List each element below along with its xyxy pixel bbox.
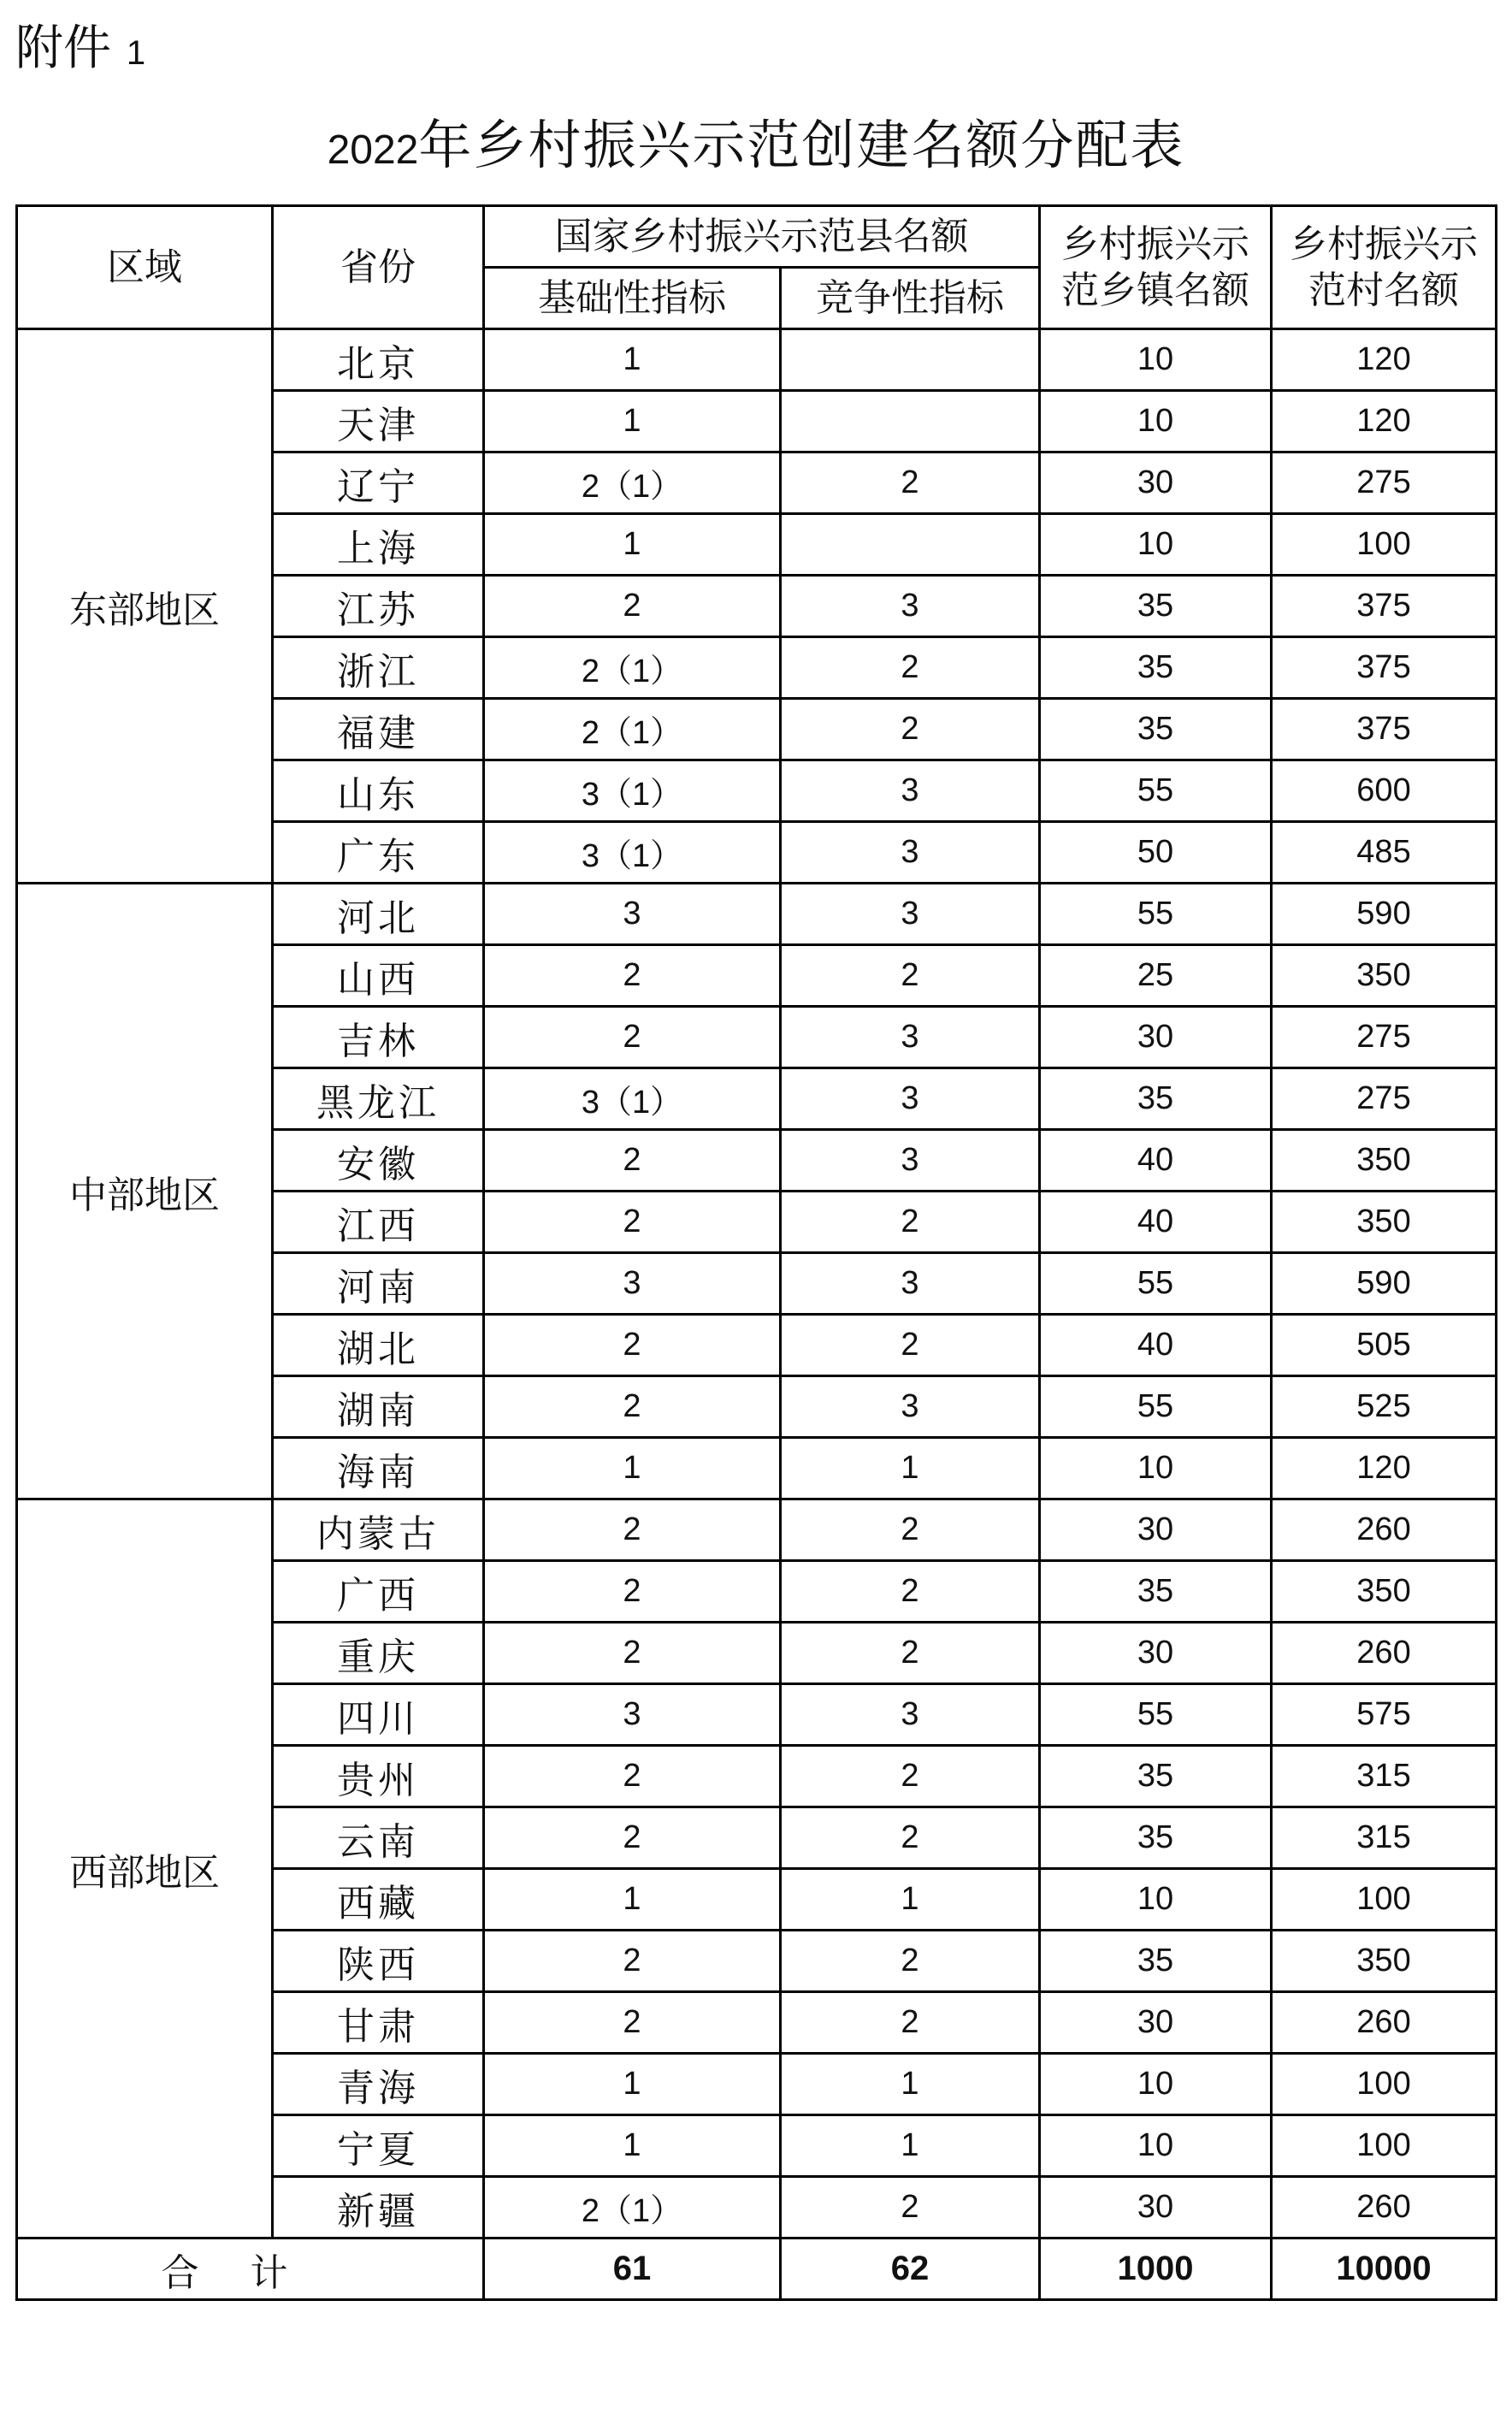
town-quota-cell: 55	[1040, 1253, 1272, 1315]
basic-indicator-cell: 1	[484, 1438, 781, 1499]
allocation-table	[15, 204, 1497, 2301]
town-quota-cell: 35	[1040, 1807, 1272, 1869]
province-cell: 青海	[273, 2054, 484, 2115]
table-row	[17, 329, 1497, 391]
village-quota-cell: 315	[1272, 1807, 1497, 1869]
competitive-indicator-cell: 2	[781, 452, 1040, 514]
province-cell: 河南	[273, 1253, 484, 1315]
basic-indicator-cell: 2	[484, 945, 781, 1007]
competitive-indicator-cell: 2	[781, 945, 1040, 1007]
village-quota-cell: 375	[1272, 699, 1497, 760]
total-row	[17, 2239, 1497, 2300]
village-quota-cell: 120	[1272, 391, 1497, 452]
competitive-indicator-cell: 2	[781, 1623, 1040, 1684]
town-quota-cell: 55	[1040, 1684, 1272, 1746]
village-quota-cell: 375	[1272, 637, 1497, 699]
town-quota-cell: 10	[1040, 329, 1272, 391]
province-cell: 四川	[273, 1684, 484, 1746]
header-basic-indicator: 基础性指标	[484, 268, 781, 329]
basic-indicator-cell: 2（1）	[484, 2177, 781, 2239]
competitive-indicator-cell: 3	[781, 1130, 1040, 1192]
village-quota-cell: 260	[1272, 1499, 1497, 1561]
competitive-indicator-cell: 2	[781, 2177, 1040, 2239]
competitive-indicator-cell: 1	[781, 1869, 1040, 1931]
basic-indicator-cell: 2	[484, 1007, 781, 1068]
competitive-indicator-cell: 2	[781, 1192, 1040, 1253]
province-cell: 重庆	[273, 1623, 484, 1684]
header-town-line1: 乡村振兴示	[1061, 222, 1249, 266]
basic-indicator-cell: 2（1）	[484, 452, 781, 514]
village-quota-cell: 350	[1272, 1192, 1497, 1253]
header-village-quota	[1272, 206, 1497, 329]
town-quota-cell: 35	[1040, 699, 1272, 760]
basic-indicator-cell: 3（1）	[484, 822, 781, 884]
region-cell: 东部地区	[17, 329, 273, 884]
basic-indicator-cell: 1	[484, 391, 781, 452]
competitive-indicator-cell: 1	[781, 1438, 1040, 1499]
town-quota-cell: 10	[1040, 2054, 1272, 2115]
total-village: 10000	[1272, 2239, 1497, 2300]
town-quota-cell: 30	[1040, 452, 1272, 514]
village-quota-cell: 600	[1272, 760, 1497, 822]
town-quota-cell: 10	[1040, 2115, 1272, 2177]
province-cell: 河北	[273, 884, 484, 945]
village-quota-cell: 260	[1272, 2177, 1497, 2239]
province-cell: 安徽	[273, 1130, 484, 1192]
province-cell: 江西	[273, 1192, 484, 1253]
competitive-indicator-cell: 2	[781, 699, 1040, 760]
basic-indicator-cell: 2（1）	[484, 699, 781, 760]
town-quota-cell: 30	[1040, 1007, 1272, 1068]
competitive-indicator-cell: 3	[781, 884, 1040, 945]
province-cell: 江苏	[273, 576, 484, 637]
basic-indicator-cell: 2	[484, 1561, 781, 1623]
competitive-indicator-cell: 1	[781, 2054, 1040, 2115]
basic-indicator-cell: 1	[484, 329, 781, 391]
village-quota-cell: 505	[1272, 1315, 1497, 1376]
village-quota-cell: 100	[1272, 2054, 1497, 2115]
province-cell: 广西	[273, 1561, 484, 1623]
town-quota-cell: 10	[1040, 514, 1272, 576]
province-cell: 浙江	[273, 637, 484, 699]
province-cell: 海南	[273, 1438, 484, 1499]
village-quota-cell: 275	[1272, 1007, 1497, 1068]
basic-indicator-cell: 2	[484, 1499, 781, 1561]
competitive-indicator-cell	[781, 514, 1040, 576]
basic-indicator-cell: 2	[484, 1315, 781, 1376]
village-quota-cell: 260	[1272, 1623, 1497, 1684]
province-cell: 福建	[273, 699, 484, 760]
town-quota-cell: 35	[1040, 1068, 1272, 1130]
basic-indicator-cell: 1	[484, 2115, 781, 2177]
header-county-quota: 国家乡村振兴示范县名额	[484, 206, 1040, 268]
town-quota-cell: 35	[1040, 1931, 1272, 1992]
basic-indicator-cell: 3（1）	[484, 1068, 781, 1130]
province-cell: 内蒙古	[273, 1499, 484, 1561]
header-competitive-indicator: 竞争性指标	[781, 268, 1040, 329]
town-quota-cell: 55	[1040, 1376, 1272, 1438]
total-competitive: 62	[781, 2239, 1040, 2300]
competitive-indicator-cell: 2	[781, 637, 1040, 699]
village-quota-cell: 275	[1272, 1068, 1497, 1130]
basic-indicator-cell: 2	[484, 1931, 781, 1992]
basic-indicator-cell: 2	[484, 1992, 781, 2054]
province-cell: 陕西	[273, 1931, 484, 1992]
town-quota-cell: 10	[1040, 1438, 1272, 1499]
village-quota-cell: 485	[1272, 822, 1497, 884]
province-cell: 天津	[273, 391, 484, 452]
total-label: 合计	[17, 2239, 484, 2300]
competitive-indicator-cell: 2	[781, 1807, 1040, 1869]
town-quota-cell: 55	[1040, 760, 1272, 822]
competitive-indicator-cell: 2	[781, 1992, 1040, 2054]
province-cell: 黑龙江	[273, 1068, 484, 1130]
basic-indicator-cell: 3	[484, 884, 781, 945]
town-quota-cell: 30	[1040, 2177, 1272, 2239]
village-quota-cell: 350	[1272, 945, 1497, 1007]
attachment-number: 1	[126, 34, 146, 72]
competitive-indicator-cell: 3	[781, 1376, 1040, 1438]
village-quota-cell: 120	[1272, 1438, 1497, 1499]
basic-indicator-cell: 2	[484, 576, 781, 637]
province-cell: 湖南	[273, 1376, 484, 1438]
competitive-indicator-cell: 2	[781, 1746, 1040, 1807]
header-town-quota	[1040, 206, 1272, 329]
village-quota-cell: 350	[1272, 1931, 1497, 1992]
competitive-indicator-cell: 3	[781, 1684, 1040, 1746]
competitive-indicator-cell: 2	[781, 1315, 1040, 1376]
competitive-indicator-cell: 3	[781, 760, 1040, 822]
province-cell: 广东	[273, 822, 484, 884]
basic-indicator-cell: 2	[484, 1130, 781, 1192]
competitive-indicator-cell	[781, 329, 1040, 391]
basic-indicator-cell: 2	[484, 1623, 781, 1684]
village-quota-cell: 375	[1272, 576, 1497, 637]
header-village-line1: 乡村振兴示	[1290, 222, 1478, 266]
province-cell: 新疆	[273, 2177, 484, 2239]
town-quota-cell: 30	[1040, 1992, 1272, 2054]
basic-indicator-cell: 2	[484, 1807, 781, 1869]
province-cell: 贵州	[273, 1746, 484, 1807]
province-cell: 云南	[273, 1807, 484, 1869]
province-cell: 山东	[273, 760, 484, 822]
town-quota-cell: 50	[1040, 822, 1272, 884]
competitive-indicator-cell: 3	[781, 1007, 1040, 1068]
competitive-indicator-cell: 3	[781, 822, 1040, 884]
competitive-indicator-cell: 2	[781, 1499, 1040, 1561]
total-town: 1000	[1040, 2239, 1272, 2300]
basic-indicator-cell: 1	[484, 2054, 781, 2115]
province-cell: 湖北	[273, 1315, 484, 1376]
village-quota-cell: 590	[1272, 1253, 1497, 1315]
province-cell: 西藏	[273, 1869, 484, 1931]
village-quota-cell: 260	[1272, 1992, 1497, 2054]
title-text: 年乡村振兴示范创建名额分配表	[418, 114, 1185, 176]
competitive-indicator-cell: 3	[781, 576, 1040, 637]
attachment-text: 附件	[15, 21, 111, 76]
total-basic: 61	[484, 2239, 781, 2300]
basic-indicator-cell: 2（1）	[484, 637, 781, 699]
town-quota-cell: 55	[1040, 884, 1272, 945]
basic-indicator-cell: 2	[484, 1376, 781, 1438]
village-quota-cell: 275	[1272, 452, 1497, 514]
town-quota-cell: 25	[1040, 945, 1272, 1007]
town-quota-cell: 35	[1040, 1561, 1272, 1623]
table-row	[17, 884, 1497, 945]
province-cell: 宁夏	[273, 2115, 484, 2177]
village-quota-cell: 315	[1272, 1746, 1497, 1807]
province-cell: 吉林	[273, 1007, 484, 1068]
town-quota-cell: 35	[1040, 637, 1272, 699]
header-village-line2: 范村名额	[1308, 268, 1459, 312]
province-cell: 山西	[273, 945, 484, 1007]
basic-indicator-cell: 3	[484, 1684, 781, 1746]
village-quota-cell: 525	[1272, 1376, 1497, 1438]
header-province: 省份	[273, 206, 484, 329]
basic-indicator-cell: 3	[484, 1253, 781, 1315]
town-quota-cell: 40	[1040, 1130, 1272, 1192]
basic-indicator-cell: 1	[484, 514, 781, 576]
basic-indicator-cell: 1	[484, 1869, 781, 1931]
village-quota-cell: 590	[1272, 884, 1497, 945]
competitive-indicator-cell: 2	[781, 1561, 1040, 1623]
town-quota-cell: 30	[1040, 1499, 1272, 1561]
village-quota-cell: 100	[1272, 2115, 1497, 2177]
title-year: 2022	[327, 127, 419, 173]
village-quota-cell: 100	[1272, 514, 1497, 576]
province-cell: 辽宁	[273, 452, 484, 514]
region-cell: 西部地区	[17, 1499, 273, 2239]
header-town-line2: 范乡镇名额	[1061, 268, 1249, 312]
town-quota-cell: 35	[1040, 576, 1272, 637]
header-region: 区域	[17, 206, 273, 329]
table-row	[17, 1499, 1497, 1561]
province-cell: 甘肃	[273, 1992, 484, 2054]
town-quota-cell: 10	[1040, 391, 1272, 452]
village-quota-cell: 350	[1272, 1130, 1497, 1192]
competitive-indicator-cell: 2	[781, 1931, 1040, 1992]
competitive-indicator-cell: 3	[781, 1253, 1040, 1315]
province-cell: 北京	[273, 329, 484, 391]
basic-indicator-cell: 2	[484, 1746, 781, 1807]
competitive-indicator-cell	[781, 391, 1040, 452]
competitive-indicator-cell: 1	[781, 2115, 1040, 2177]
village-quota-cell: 100	[1272, 1869, 1497, 1931]
town-quota-cell: 40	[1040, 1192, 1272, 1253]
town-quota-cell: 10	[1040, 1869, 1272, 1931]
town-quota-cell: 35	[1040, 1746, 1272, 1807]
region-cell: 中部地区	[17, 884, 273, 1499]
basic-indicator-cell: 3（1）	[484, 760, 781, 822]
attachment-label	[15, 10, 145, 79]
town-quota-cell: 40	[1040, 1315, 1272, 1376]
province-cell: 上海	[273, 514, 484, 576]
town-quota-cell: 30	[1040, 1623, 1272, 1684]
basic-indicator-cell: 2	[484, 1192, 781, 1253]
village-quota-cell: 120	[1272, 329, 1497, 391]
competitive-indicator-cell: 3	[781, 1068, 1040, 1130]
village-quota-cell: 350	[1272, 1561, 1497, 1623]
village-quota-cell: 575	[1272, 1684, 1497, 1746]
page-title	[0, 103, 1512, 179]
